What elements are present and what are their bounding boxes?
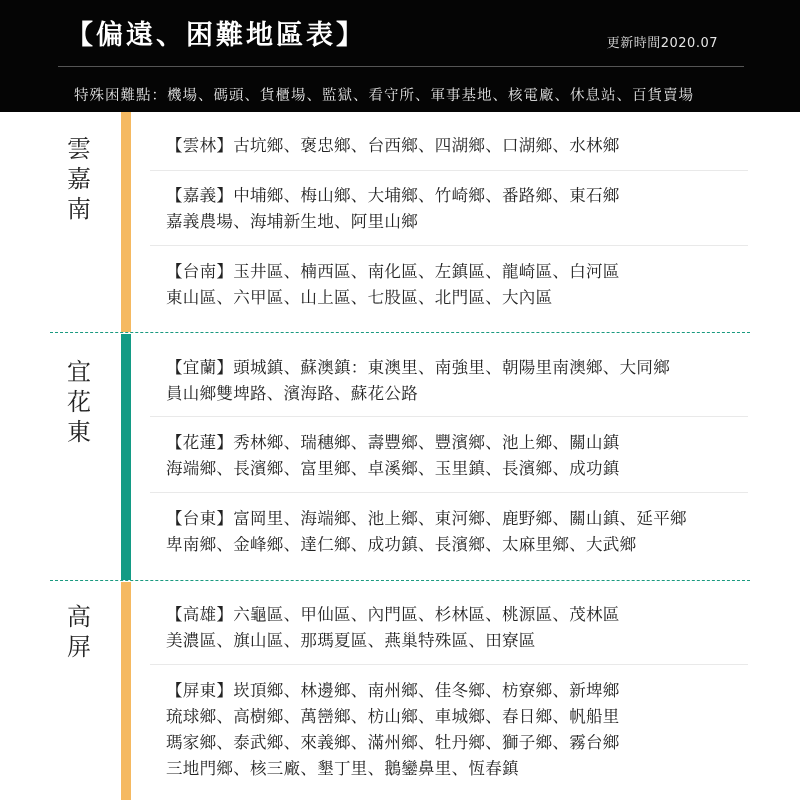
region-bar-yihuadong	[121, 334, 131, 580]
region-char: 花	[67, 388, 91, 416]
special-difficulty-points: 特殊困難點：機場、碼頭、貨櫃場、監獄、看守所、軍事基地、核電廠、休息站、百貨賣場	[74, 88, 694, 104]
update-date: 更新時間2020.07	[606, 36, 718, 51]
region-label-gaoping	[64, 602, 94, 662]
region-bar-yunjianan	[121, 112, 131, 332]
region-char: 東	[67, 418, 91, 446]
entry-line: 琉球鄉、高樹鄉、萬巒鄉、枋山鄉、車城鄉、春日鄉、帆船里	[166, 707, 620, 726]
entry-separator	[150, 245, 748, 246]
page-title: 【偏遠、困難地區表】	[66, 20, 366, 51]
region-divider	[50, 580, 750, 581]
region-char: 雲	[67, 135, 91, 163]
entry-line: 卑南鄉、金峰鄉、達仁鄉、成功鎮、長濱鄉、太麻里鄉、大武鄉	[166, 535, 637, 554]
entry-line: 海端鄉、長濱鄉、富里鄉、卓溪鄉、玉里鎮、長濱鄉、成功鎮	[166, 459, 620, 478]
region-bar-gaoping	[121, 582, 131, 800]
entry-separator	[150, 492, 748, 493]
entry-pingtung	[166, 678, 620, 782]
entry-line: 【台東】富岡里、海端鄉、池上鄉、東河鄉、鹿野鄉、關山鎮、延平鄉	[166, 509, 687, 528]
entry-line: 瑪家鄉、泰武鄉、來義鄉、滿州鄉、牡丹鄉、獅子鄉、霧台鄉	[166, 733, 620, 752]
region-char: 高	[67, 603, 91, 631]
header-divider	[58, 66, 744, 67]
entry-separator	[150, 416, 748, 417]
entry-line: 三地門鄉、核三廠、墾丁里、鵝鑾鼻里、恆春鎮	[166, 759, 519, 778]
region-char: 南	[67, 195, 91, 223]
entry-yilan	[166, 355, 670, 407]
region-char: 嘉	[67, 165, 91, 193]
region-divider	[50, 332, 750, 333]
entry-kaohsiung	[166, 602, 620, 654]
entry-line: 【屏東】崁頂鄉、林邊鄉、南州鄉、佳冬鄉、枋寮鄉、新埤鄉	[166, 681, 620, 700]
region-label-yunjianan	[64, 134, 94, 224]
entry-separator	[150, 170, 748, 171]
entry-line: 美濃區、旗山區、那瑪夏區、燕巢特殊區、田寮區	[166, 631, 536, 650]
region-char: 宜	[67, 358, 91, 386]
entry-line: 【宜蘭】頭城鎮、蘇澳鎮：東澳里、南強里、朝陽里南澳鄉、大同鄉	[166, 358, 670, 377]
entry-line: 員山鄉雙埤路、濱海路、蘇花公路	[166, 384, 418, 403]
entry-line: 嘉義農場、海埔新生地、阿里山鄉	[166, 212, 418, 231]
entry-line: 【花蓮】秀林鄉、瑞穗鄉、壽豐鄉、豐濱鄉、池上鄉、關山鎮	[166, 433, 620, 452]
entry-line: 【高雄】六龜區、甲仙區、內門區、杉林區、桃源區、茂林區	[166, 605, 620, 624]
entry-line: 東山區、六甲區、山上區、七股區、北門區、大內區	[166, 288, 553, 307]
region-label-yihuadong	[64, 357, 94, 447]
entry-line: 【雲林】古坑鄉、褒忠鄉、台西鄉、四湖鄉、口湖鄉、水林鄉	[166, 136, 620, 155]
entry-chiayi	[166, 183, 620, 235]
header-banner	[0, 0, 800, 112]
entry-line: 【嘉義】中埔鄉、梅山鄉、大埔鄉、竹崎鄉、番路鄉、東石鄉	[166, 186, 620, 205]
entry-tainan	[166, 259, 620, 311]
entry-separator	[150, 664, 748, 665]
entry-yunlin	[166, 133, 620, 159]
entry-hualien	[166, 430, 620, 482]
entry-line: 【台南】玉井區、楠西區、南化區、左鎮區、龍崎區、白河區	[166, 262, 620, 281]
entry-taitung	[166, 506, 687, 558]
region-char: 屏	[67, 633, 91, 661]
